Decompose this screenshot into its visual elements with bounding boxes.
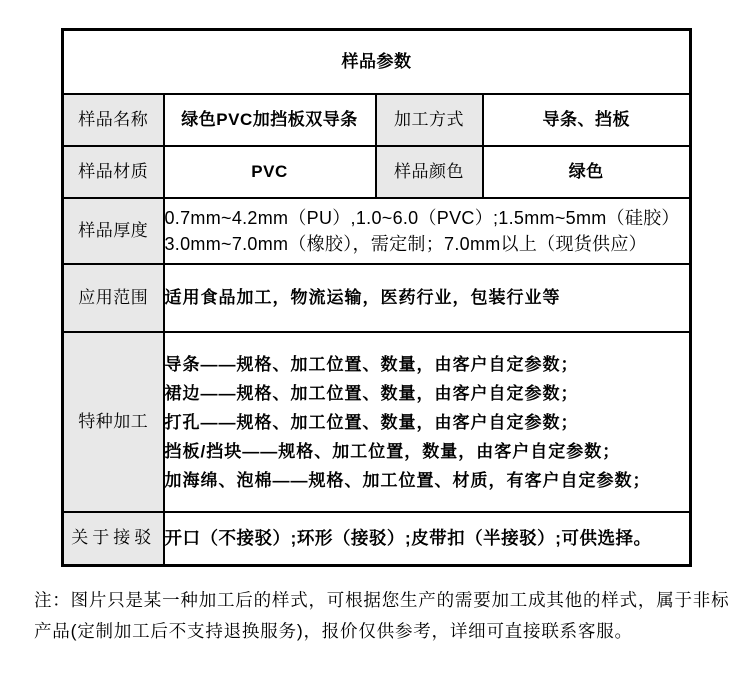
- row-splice: [63, 512, 691, 566]
- application-range-text: 适用食品加工，物流运输，医药行业，包装行业等: [164, 287, 561, 307]
- row-thickness: [63, 198, 691, 264]
- table-title: 样品参数: [63, 30, 691, 95]
- thickness-line: 3.0mm~7.0mm（橡胶），需定制；7.0mm以上（现货供应）: [164, 234, 647, 254]
- sample-parameters-table: [61, 28, 692, 567]
- sample-name-value: 绿色PVC加挡板双导条: [164, 94, 376, 146]
- special-processing-value: [164, 332, 691, 512]
- application-range-value: [164, 264, 691, 332]
- splice-value: [164, 512, 691, 566]
- thickness-line: 0.7mm~4.2mm（PU）,1.0~6.0（PVC）;1.5mm~5mm（硅胶）: [164, 208, 680, 228]
- special-processing-line: 打孔——规格、加工位置、数量，由客户自定参数；: [164, 412, 579, 432]
- row-name-process: [63, 94, 691, 146]
- splice-text: 开口（不接驳）;环形（接驳）;皮带扣（半接驳）;可供选择。: [164, 527, 652, 548]
- special-processing-line: 裙边——规格、加工位置、数量，由客户自定参数；: [164, 383, 579, 403]
- sample-material-label: 样品材质: [63, 146, 164, 198]
- process-method-label: 加工方式: [376, 94, 483, 146]
- application-range-label: 应用范围: [63, 264, 164, 332]
- row-special-processing: [63, 332, 691, 512]
- sample-name-label: 样品名称: [63, 94, 164, 146]
- sample-color-label: 样品颜色: [376, 146, 483, 198]
- row-material-color: [63, 146, 691, 198]
- sample-thickness-value: [164, 198, 691, 264]
- special-processing-label: 特种加工: [63, 332, 164, 512]
- footnote: 注：图片只是某一种加工后的样式，可根据您生产的需要加工成其他的样式，属于非标产品(定制加工后不支持退换服务)，报价仅供参考，详细可直接联系客服。: [34, 590, 730, 641]
- row-application: [63, 264, 691, 332]
- splice-label: 关于接驳: [63, 512, 164, 566]
- special-processing-line: 挡板/挡块——规格、加工位置，数量，由客户自定参数；: [164, 441, 621, 461]
- process-method-value: 导条、挡板: [483, 94, 691, 146]
- sample-material-value: PVC: [164, 146, 376, 198]
- title-row: [63, 30, 691, 95]
- special-processing-line: 导条——规格、加工位置、数量，由客户自定参数；: [164, 354, 579, 374]
- sample-thickness-label: 样品厚度: [63, 198, 164, 264]
- special-processing-line: 加海绵、泡棉——规格、加工位置、材质，有客户自定参数；: [164, 470, 651, 490]
- sample-color-value: 绿色: [483, 146, 691, 198]
